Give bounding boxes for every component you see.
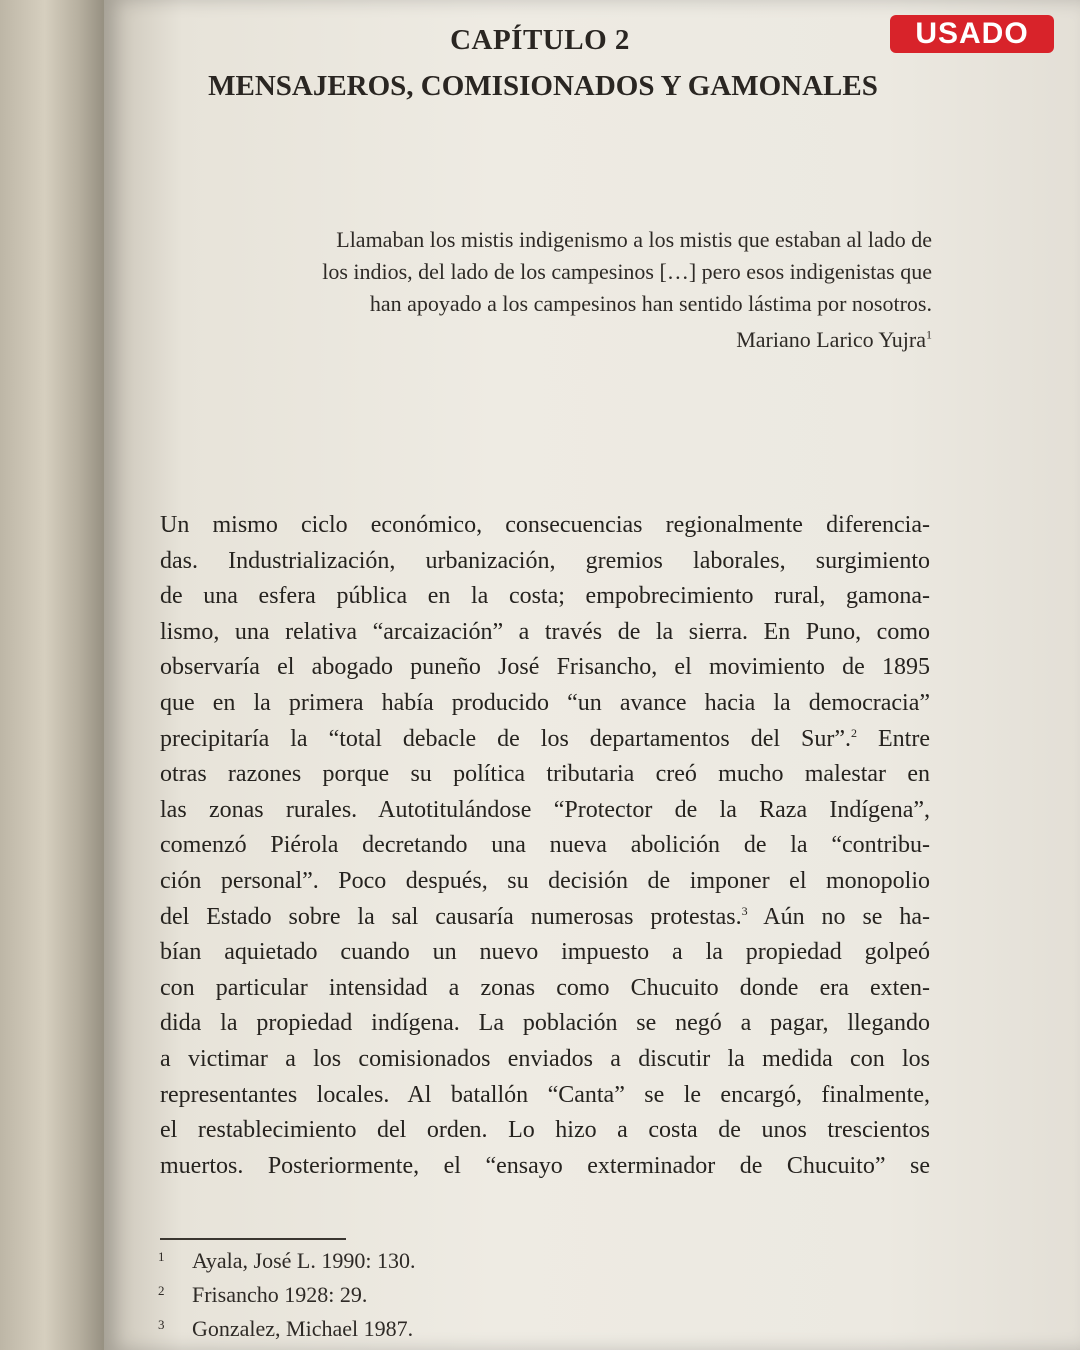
body-line: lismo, una relativa “arcaización” a través de la sierra. En Puno, como xyxy=(160,618,930,645)
footnote xyxy=(158,1312,758,1346)
footnote-text: Ayala, José L. 1990: 130. xyxy=(192,1248,416,1273)
footnote-number: 1 xyxy=(158,1249,165,1264)
body-line-tail: Aún no se ha- xyxy=(747,903,930,930)
footnote-ref: 1 xyxy=(926,327,932,342)
body-line: Un mismo ciclo económico, consecuencias regionalmente diferencia- xyxy=(160,512,930,538)
footnote-number: 2 xyxy=(158,1283,165,1298)
epigraph-line: Llamaban los mistis indigenismo a los mistis que estaban al lado de xyxy=(336,227,932,252)
body-line: con particular intensidad a zonas como Chucuito donde era exten- xyxy=(160,974,930,1001)
body-line: dida la propiedad indígena. La población se negó a pagar, llegando xyxy=(160,1010,930,1037)
footnotes xyxy=(158,1244,758,1346)
body-line: representantes locales. Al batallón “Canta” se le encargó, finalmente, xyxy=(160,1081,930,1108)
body-paragraph xyxy=(160,508,930,1184)
body-line: comenzó Piérola decretando una nueva abolición de la “contribu- xyxy=(160,832,930,859)
body-line: de una esfera pública en la costa; empobrecimiento rural, gamona- xyxy=(160,583,930,610)
footnote-ref: 2 xyxy=(851,725,858,740)
body-line: las zonas rurales. Autotitulándose “Protector de la Raza Indígena”, xyxy=(160,796,930,823)
body-line: el restablecimiento del orden. Lo hizo a costa de unos trescientos xyxy=(160,1117,930,1144)
body-line: ción personal”. Poco después, su decisión de imponer el monopolio xyxy=(160,867,930,894)
body-line-with-note xyxy=(160,900,930,936)
epigraph-line: han apoyado a los campesinos han sentido lástima por nosotros. xyxy=(369,291,932,316)
chapter-title: MENSAJEROS, COMISIONADOS Y GAMONALES xyxy=(208,70,878,102)
chapter-number: CAPÍTULO 2 xyxy=(450,24,630,56)
body-line: observaría el abogado puneño José Frisancho, el movimiento de 1895 xyxy=(160,654,930,681)
footnote-text: Gonzalez, Michael 1987. xyxy=(192,1316,414,1341)
epigraph xyxy=(200,224,932,358)
body-line: a victimar a los comisionados enviados a discutir la medida con los xyxy=(160,1045,930,1072)
body-line: muertos. Posteriormente, el “ensayo exterminador de Chucuito” se xyxy=(160,1152,930,1179)
footnote-text: Frisancho 1928: 29. xyxy=(192,1282,368,1307)
body-line-with-note xyxy=(160,722,930,758)
body-line: otras razones porque su política tributaria creó mucho malestar en xyxy=(160,761,930,788)
body-line-text: precipitaría la “total debacle de los departamentos del Sur”. xyxy=(160,725,852,752)
epigraph-author: Mariano Larico Yujra xyxy=(736,327,926,352)
used-badge: USADO xyxy=(890,15,1054,53)
footnote-number: 3 xyxy=(158,1317,165,1332)
epigraph-line: los indios, del lado de los campesinos […] pero esos indigenistas que xyxy=(322,259,932,284)
footnote xyxy=(158,1244,758,1278)
body-line-tail: Entre xyxy=(857,725,930,752)
book-spine-gutter xyxy=(0,0,112,1350)
footnote-divider xyxy=(160,1238,346,1240)
body-line: que en la primera había producido “un avance hacia la democracia” xyxy=(160,689,930,716)
body-line: das. Industrialización, urbanización, gremios laborales, surgimiento xyxy=(160,547,930,574)
body-line: bían aquietado cuando un nuevo impuesto a la propiedad golpeó xyxy=(160,939,930,966)
footnote-ref: 3 xyxy=(741,903,748,918)
footnote xyxy=(158,1278,758,1312)
epigraph-author-line xyxy=(200,322,932,358)
body-line-text: del Estado sobre la sal causaría numerosas protestas. xyxy=(160,903,742,930)
